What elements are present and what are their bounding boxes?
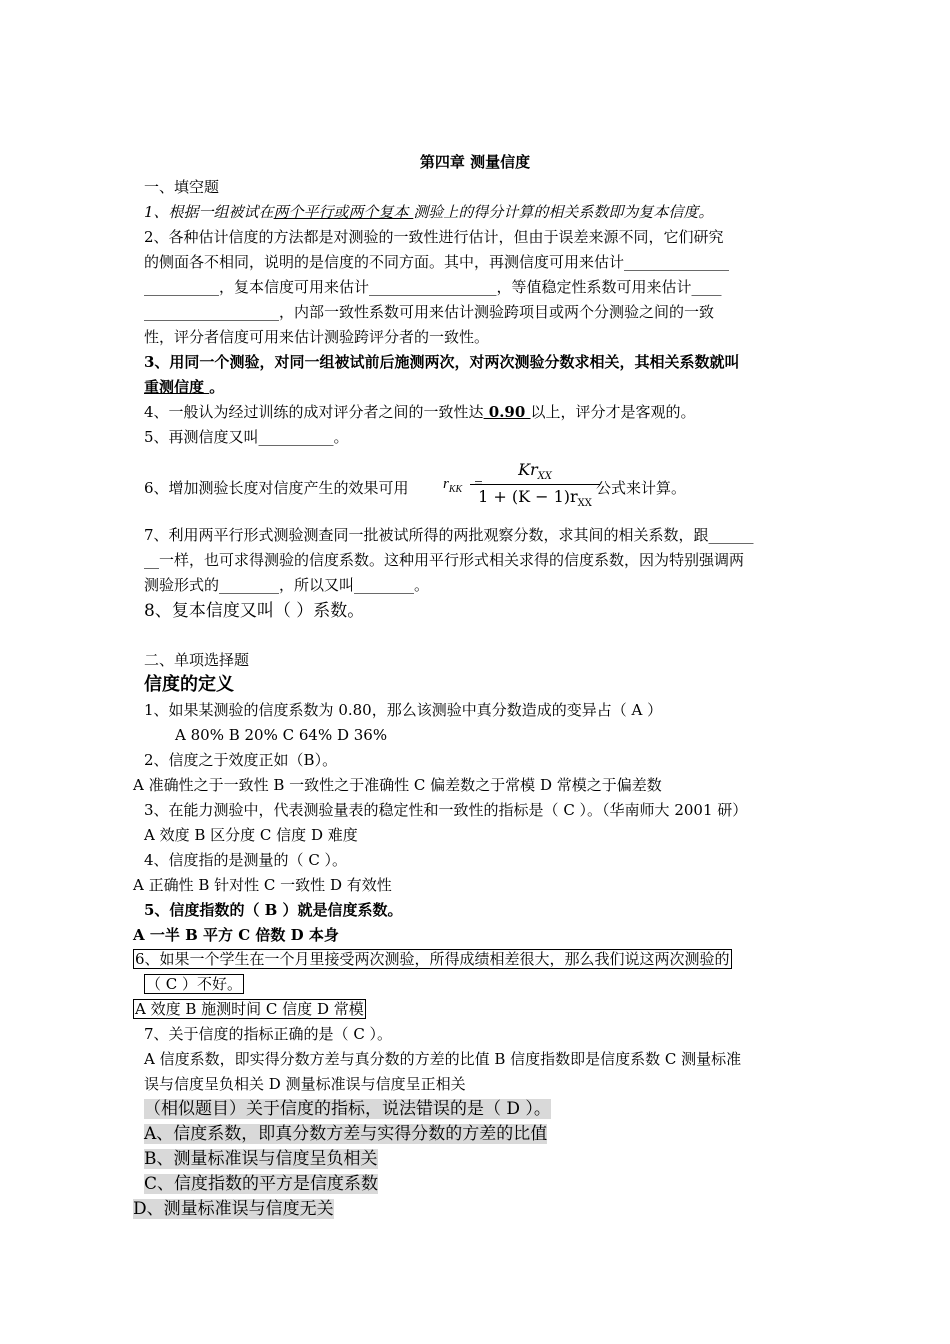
similar-option bbox=[144, 1174, 378, 1194]
q1-post: 测验上的得分计算的相关系数即为复本信度。 bbox=[413, 203, 714, 221]
numerator-sub: XX bbox=[537, 471, 552, 483]
mc-options: A 信度系数，即实得分数方差与真分数的方差的比值 B 信度指数即是信度系数 C 测量标准 bbox=[144, 1050, 742, 1068]
question-8: 8、复本信度又叫（ ）系数。 bbox=[144, 601, 365, 621]
similar-option bbox=[144, 1124, 547, 1144]
question-4 bbox=[144, 402, 696, 422]
q3-answer: 重测信度 bbox=[144, 378, 210, 396]
question-3-answer bbox=[144, 377, 224, 397]
mc-options: A 正确性 B 针对性 C 一致性 D 有效性 bbox=[133, 876, 392, 894]
q4-pre: 4、一般认为经过训练的成对评分者之间的一致性达 bbox=[144, 403, 484, 421]
subheading-definition: 信度的定义 bbox=[144, 674, 234, 695]
question-7-line: __一样，也可求得测验的信度系数。这种用平行形式相关求得的信度系数，因为特别强调两 bbox=[144, 551, 745, 569]
denominator-text: 1 + (K − 1)r bbox=[478, 487, 578, 507]
similar-option bbox=[133, 1199, 334, 1219]
highlighted-text: A、信度系数，即真分数方差与实得分数的方差的比值 bbox=[144, 1124, 548, 1144]
highlighted-text: B、测量标准误与信度呈负相关 bbox=[144, 1149, 378, 1169]
section-single-choice: 二、单项选择题 bbox=[144, 651, 250, 669]
formula-numerator bbox=[470, 460, 600, 482]
mc-question-cont bbox=[144, 974, 244, 994]
question-3-line: 3、用同一个测验，对同一组被试前后施测两次，对两次测验分数求相关，其相关系数就叫 bbox=[144, 353, 740, 371]
question-2-line: __________________，内部一致性系数可用来估计测验跨项目或两个分测验之间的一致 bbox=[144, 303, 715, 321]
mc-question: 5、信度指数的（ B ）就是信度系数。 bbox=[144, 901, 403, 919]
highlighted-text: D、测量标准误与信度无关 bbox=[133, 1199, 334, 1219]
q1-pre: 1、根据一组被试在 bbox=[144, 203, 274, 221]
boxed-text: 6、如果一个学生在一个月里接受两次测验，所得成绩相差很大，那么我们说这两次测验的 bbox=[135, 950, 730, 968]
highlighted-text: C、信度指数的平方是信度系数 bbox=[144, 1174, 379, 1194]
mc-options: A 80% B 20% C 64% D 36% bbox=[175, 726, 388, 744]
mc-options bbox=[133, 999, 366, 1019]
similar-question bbox=[144, 1099, 551, 1119]
mc-options: A 准确性之于一致性 B 一致性之于准确性 C 偏差数之于常模 D 常模之于偏差数 bbox=[133, 776, 662, 794]
q3-post: 。 bbox=[209, 378, 225, 396]
numerator-text: Kr bbox=[518, 460, 538, 479]
formula-fraction bbox=[470, 460, 600, 509]
question-7-line: 7、利用两平行形式测验测查同一批被试所得的两批观察分数，求其间的相关系数，跟______ bbox=[144, 526, 754, 544]
mc-question: 1、如果某测验的信度系数为 0.80，那么该测验中真分数造成的变异占（ A ） bbox=[144, 701, 663, 719]
question-5: 5、再测信度又叫__________。 bbox=[144, 428, 349, 446]
question-2-line: __________，复本信度可用来估计_________________，等值稳定性系数可用来估计____ bbox=[144, 278, 722, 296]
formula-eq: = bbox=[474, 476, 483, 492]
question-7-line: 测验形式的________，所以又叫________。 bbox=[144, 576, 430, 594]
fraction-bar bbox=[470, 484, 600, 485]
denominator-sub: XX bbox=[577, 498, 592, 510]
question-1 bbox=[144, 202, 713, 222]
highlighted-text: （相似题目）关于信度的指标，说法错误的是（ D ）。 bbox=[144, 1099, 551, 1119]
q1-answer: 两个平行或两个复本 bbox=[273, 203, 414, 221]
question-2-line: 的侧面各不相同，说明的是信度的不同方面。其中，再测信度可用来估计______________ bbox=[144, 253, 730, 271]
question-6-pre: 6、增加测验长度对信度产生的效果可用 bbox=[144, 479, 409, 497]
mc-options: A 一半 B 平方 C 倍数 D 本身 bbox=[133, 926, 339, 944]
q4-answer: 0.90 bbox=[483, 403, 531, 421]
mc-question bbox=[133, 949, 732, 969]
mc-question: 4、信度指的是测量的（ C ）。 bbox=[144, 851, 348, 869]
mc-options: A 效度 B 区分度 C 信度 D 难度 bbox=[144, 826, 358, 844]
mc-question: 2、信度之于效度正如（B）。 bbox=[144, 751, 338, 769]
formula-r: r bbox=[443, 476, 449, 492]
formula-sub: KK bbox=[448, 484, 463, 495]
mc-question: 3、在能力测验中，代表测验量表的稳定性和一致性的指标是（ C ）。（华南师大 2001 研） bbox=[144, 801, 748, 819]
boxed-text: A 效度 B 施测时间 C 信度 D 常模 bbox=[135, 1000, 364, 1018]
mc-question: 7、关于信度的指标正确的是（ C ）。 bbox=[144, 1025, 393, 1043]
section-fill-blank: 一、填空题 bbox=[144, 178, 220, 196]
formula-denominator bbox=[470, 487, 600, 509]
similar-option bbox=[144, 1149, 378, 1169]
mc-options: 误与信度呈负相关 D 测量标准误与信度呈正相关 bbox=[144, 1075, 466, 1093]
question-2-line: 性，评分者信度可用来估计测验跨评分者的一致性。 bbox=[144, 328, 490, 346]
question-6-post: 公式来计算。 bbox=[596, 479, 687, 497]
boxed-text: （ C ）不好。 bbox=[146, 975, 243, 993]
question-2-line: 2、各种估计信度的方法都是对测验的一致性进行估计，但由于误差来源不同，它们研究 bbox=[144, 228, 724, 246]
page-title: 第四章 测量信度 bbox=[419, 153, 531, 171]
q4-post: 以上，评分才是客观的。 bbox=[530, 403, 696, 421]
